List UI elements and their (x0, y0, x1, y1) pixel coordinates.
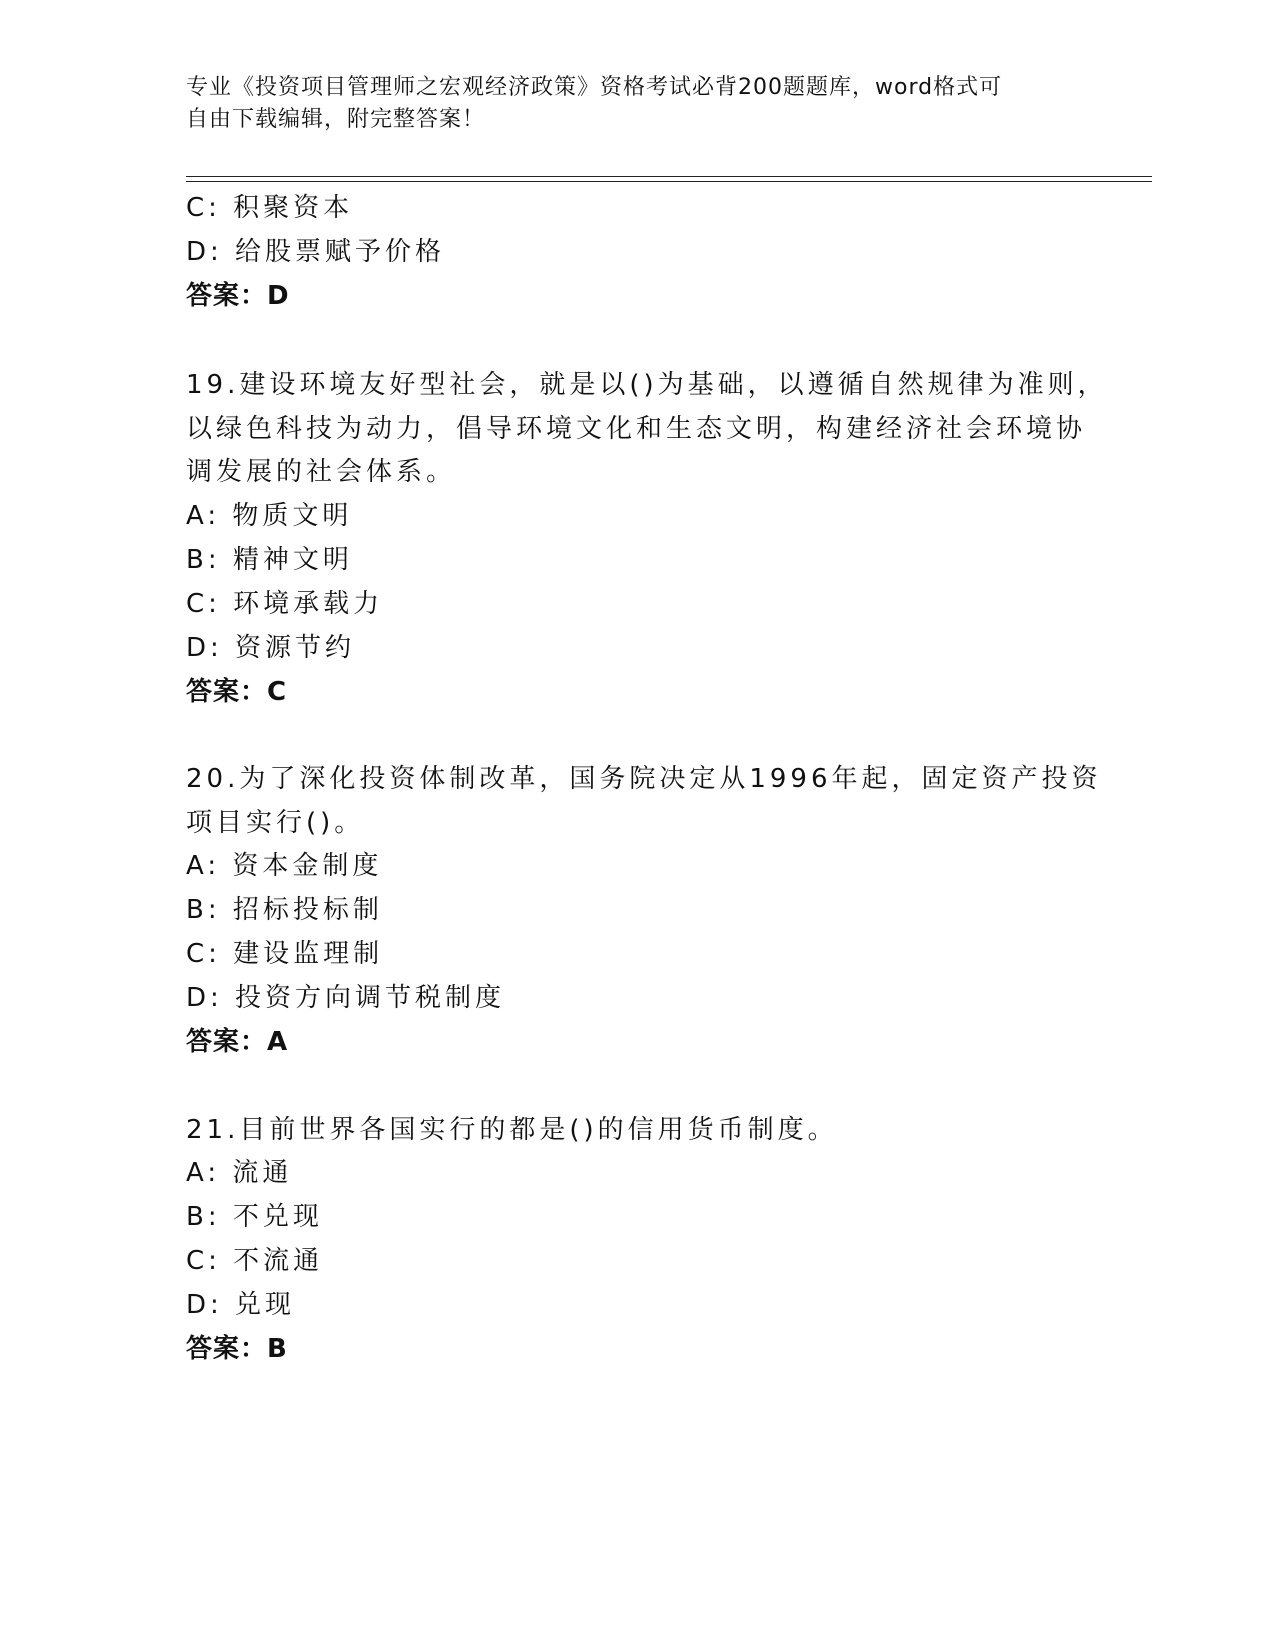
header-divider-top (186, 176, 1152, 177)
header-line-1: 专业《投资项目管理师之宏观经济政策》资格考试必背200题题库，word格式可 (186, 75, 1003, 100)
q19-stem-line-1: 19.建设环境友好型社会，就是以()为基础，以遵循自然规律为准则， (186, 370, 1108, 400)
q19-option-a: A: 物质文明 (186, 501, 353, 531)
header-line-2: 自由下载编辑，附完整答案！ (186, 107, 486, 132)
q19-option-b: B: 精神文明 (186, 545, 353, 575)
q20-option-b: B: 招标投标制 (186, 895, 383, 925)
q20-answer: 答案：A (186, 1027, 289, 1057)
q20-option-d: D: 投资方向调节税制度 (186, 983, 506, 1013)
q20-stem-line-2: 项目实行()。 (186, 808, 365, 838)
q21-option-a: A: 流通 (186, 1158, 293, 1188)
q20-option-c: C: 建设监理制 (186, 939, 384, 969)
q21-option-d: D: 兑现 (186, 1290, 296, 1320)
q21-option-c: C: 不流通 (186, 1246, 324, 1276)
q21-answer: 答案：B (186, 1334, 288, 1364)
prev-option-d: D: 给股票赋予价格 (186, 237, 446, 267)
prev-answer: 答案：D (186, 281, 290, 311)
q19-stem-line-2: 以绿色科技为动力，倡导环境文化和生态文明，构建经济社会环境协 (186, 414, 1087, 444)
q21-stem-line-1: 21.目前世界各国实行的都是()的信用货币制度。 (186, 1115, 838, 1145)
q19-answer: 答案：C (186, 677, 288, 707)
prev-option-c: C: 积聚资本 (186, 193, 354, 223)
q19-stem-line-3: 调发展的社会体系。 (186, 457, 457, 487)
q20-stem-line-1: 20.为了深化投资体制改革，国务院决定从1996年起，固定资产投资 (186, 764, 1102, 794)
q19-option-c: C: 环境承载力 (186, 589, 384, 619)
document-header (186, 72, 1086, 136)
q21-option-b: B: 不兑现 (186, 1202, 323, 1232)
header-divider-bottom (186, 181, 1152, 182)
q19-option-d: D: 资源节约 (186, 633, 356, 663)
q20-option-a: A: 资本金制度 (186, 851, 383, 881)
